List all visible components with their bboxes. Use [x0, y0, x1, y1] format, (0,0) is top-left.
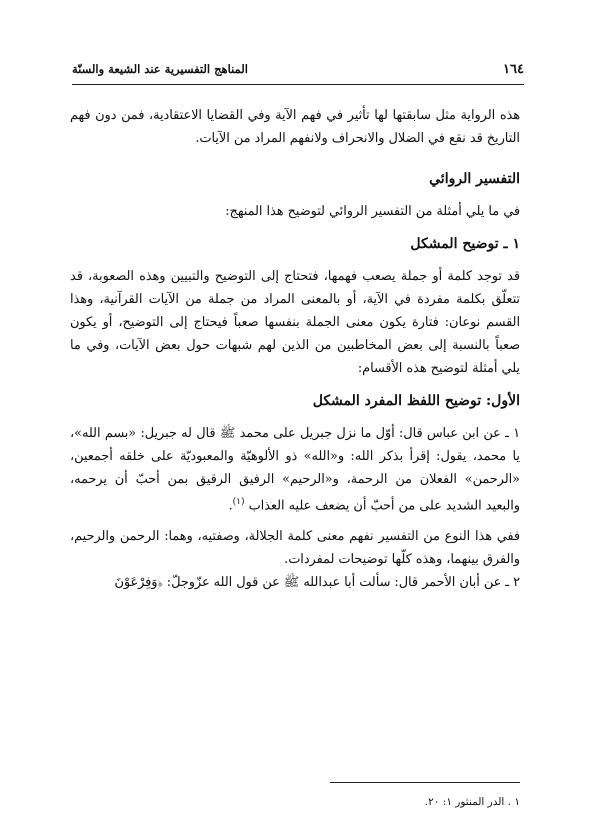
intro-paragraph: هذه الرواية مثل سابقتها لها تأثير في فهم الآية وفي القضايا الاعتقادية، فمن دون فهم التاريخ قد نقع في الضلال والانحراف ولانفهم المراد من الآيات. [70, 108, 520, 146]
header-rule [72, 84, 524, 85]
hadith-text-1: ١ ـ عن ابن عباس قال: أوّل ما نزل جبريل على محمد ﷺ قال له جبريل: «بسم الله»، يا محمد، يقول: إقرأ بذكر الله: و«الله» ذو الألوهيّة والمعبوديّة على خلقه أجمعين، «الرحمن» الفعلان من الرحمة، و«الرحيم» الرفيق الرقيق بمن أحبّ أن يرحمه، والبعيد الشديد على من أحبّ أن يضعف عليه العذاب [70, 426, 520, 514]
explanation-paragraph: ففي هذا النوع من التفسير نفهم معنى كلمة الجلالة، وصفتيه، وهما: الرحمن والرحيم، والفرق بينهما، وهذه كلّها توضيحات لمفردات. [70, 529, 520, 568]
footnote: ١ . الدر المنثور ١: ٢٠. [424, 796, 520, 808]
footnote-rule [330, 782, 520, 783]
running-title: المناهج التفسيرية عند الشيعة والسنّة [72, 62, 248, 76]
page-number: ١٦٤ [503, 61, 524, 77]
difficulty-paragraph: قد توجد كلمة أو جملة يصعب فهمها، فتحتاج إلى التوضيح والتبيين وهذه الصعوبة، قد تتعلّق بكلمة مفردة في الآية، أو بالمعنى المراد من جملة من الآيات القرآنية، وهذا القسم نوعان: فتارة يكون معنى الجملة بنفسها صعباً فيحتاج إلى التوضيح، أو يكون صعباً بالنسبة إلى بعض المخاطبين من الذين لهم شبهات حول بعض الآيات، وفي ما يلي أمثلة لتوضيح هذه الأقسام: [70, 269, 520, 376]
main-text [70, 104, 520, 594]
running-header [72, 58, 524, 80]
hadith-paragraph-2: ٢ ـ عن أبان الأحمر قال: سألت أبا عبدالله ﷺ عن قول الله عزّوجلّ: ﴿وَفِرْعَوْنَ [114, 575, 520, 591]
hadith-paragraph-1: ١ ـ عن ابن عباس قال: أوّل ما نزل جبريل على محمد ﷺ قال له جبريل: «بسم الله»، يا محمد، يقول: إقرأ بذكر الله: و«الله» ذو الألوهيّة والمعبوديّة على خلقه أجمعين، «الرحمن» الفعلان من الرحمة، و«الرحيم» الرفيق الرقيق بمن أحبّ أن يرحمه، والبعيد الشديد على من أحبّ أن يضعف عليه العذاب $^{(١)}$. [70, 426, 520, 514]
subsection-heading-1: ١ ـ توضيح المشكل [410, 236, 520, 252]
section-heading: التفسير الروائي [429, 171, 520, 187]
subsection-heading-2: الأول: توضيح اللفظ المفرد المشكل [312, 393, 520, 409]
examples-intro: في ما يلي أمثلة من التفسير الروائي لتوضيح هذا المنهج: [225, 204, 520, 219]
footnote-marker: (١) [232, 497, 245, 507]
